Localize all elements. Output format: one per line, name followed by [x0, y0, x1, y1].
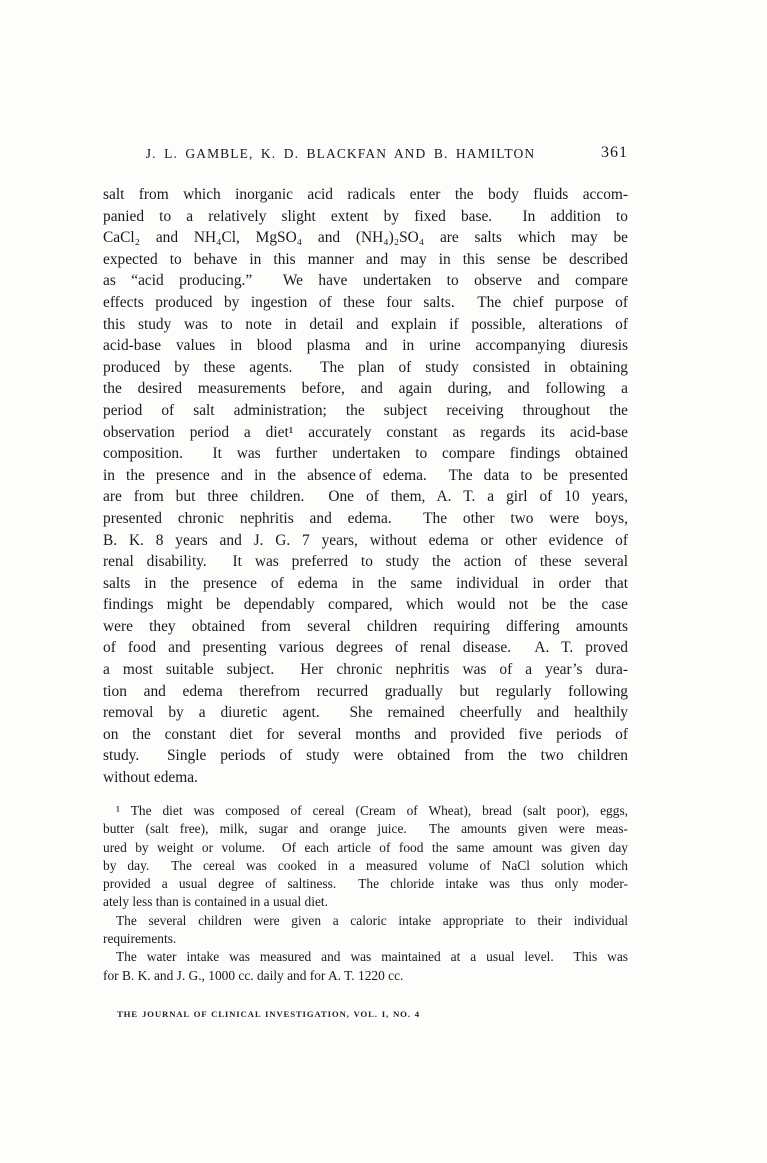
body-text-line: study. Single periods of study were obtained from the two children [103, 747, 628, 765]
body-text-line: observation period a diet¹ accurately constant as regards its acid-base [103, 423, 628, 441]
body-text-line: of food and presenting various degrees of renal disease. A. T. proved [103, 639, 628, 657]
footnote-line: ately less than is contained in a usual diet. [103, 894, 328, 910]
journal-footer: THE JOURNAL OF CLINICAL INVESTIGATION, VOL. I, NO. 4 [117, 1009, 420, 1019]
body-text-line: a most suitable subject. Her chronic nephritis was of a year’s dura- [103, 661, 628, 679]
footnote-line: butter (salt free), milk, sugar and orange juice. The amounts given were meas- [103, 821, 628, 837]
body-text-line: as “acid producing.” We have undertaken to observe and compare [103, 272, 628, 290]
footnote-line: The several children were given a caloric intake appropriate to their individual [116, 912, 628, 928]
body-text-line: salts in the presence of edema in the same individual in order that [103, 574, 628, 592]
footnote-line: requirements. [103, 931, 177, 947]
footnote-line: ured by weight or volume. Of each article of food the same amount was given day [103, 839, 628, 855]
body-text-line: period of salt administration; the subject receiving throughout the [103, 401, 628, 419]
body-text-line: on the constant diet for several months and provided five periods of [103, 725, 628, 743]
body-text-line: removal by a diuretic agent. She remained cheerfully and healthily [103, 704, 628, 722]
body-text-line: were they obtained from several children requiring differing amounts [103, 617, 628, 635]
body-text-line: tion and edema therefrom recurred gradually but regularly following [103, 682, 628, 700]
body-text-line: in the presence and in the absence of edema. The data to be presented [103, 466, 628, 484]
footnote-line: for B. K. and J. G., 1000 cc. daily and for A. T. 1220 cc. [103, 967, 404, 983]
body-text-line: effects produced by ingestion of these four salts. The chief purpose of [103, 293, 628, 311]
footnote-line: by day. The cereal was cooked in a measured volume of NaCl solution which [103, 857, 628, 873]
running-head-authors: J. L. GAMBLE, K. D. BLACKFAN AND B. HAMILTON [145, 146, 536, 161]
body-text-line: this study was to note in detail and explain if possible, alterations of [103, 315, 628, 333]
footnote-line: ¹ The diet was composed of cereal (Cream of Wheat), bread (salt poor), eggs, [116, 803, 628, 818]
body-text-line: panied to a relatively slight extent by fixed base. In addition to [103, 207, 628, 225]
body-text-line: composition. It was further undertaken to compare findings obtained [103, 445, 628, 463]
body-text-line: acid-base values in blood plasma and in urine accompanying diuresis [103, 337, 628, 355]
body-paragraph [103, 184, 628, 789]
footnote-line: The water intake was measured and was maintained at a usual level. This was [116, 949, 628, 965]
page-number: 361 [601, 144, 628, 161]
body-text-line: the desired measurements before, and again during, and following a [103, 380, 628, 398]
body-text-line: findings might be dependably compared, which would not be the case [103, 596, 628, 614]
body-text-line: salt from which inorganic acid radicals enter the body fluids accom- [103, 186, 628, 203]
body-text-line: presented chronic nephritis and edema. The other two were boys, [103, 509, 628, 527]
body-text-line: without edema. [103, 769, 198, 787]
footnote-block [103, 802, 628, 985]
running-head [103, 146, 628, 164]
body-text-line: B. K. 8 years and J. G. 7 years, without edema or other evidence of [103, 531, 628, 549]
body-text-line: are from but three children. One of them, A. T. a girl of 10 years, [103, 488, 628, 506]
body-text-line: expected to behave in this manner and may in this sense be described [103, 250, 628, 268]
body-text-line: renal disability. It was preferred to study the action of these several [103, 553, 628, 571]
body-text-line: produced by these agents. The plan of study consisted in obtaining [103, 358, 628, 376]
body-text-line: CaCl₂ and NH₄Cl, MgSO₄ and (NH₄)₂SO₄ are salts which may be [103, 229, 628, 247]
footnote-line: provided a usual degree of saltiness. The chloride intake was thus only moder- [103, 876, 628, 892]
